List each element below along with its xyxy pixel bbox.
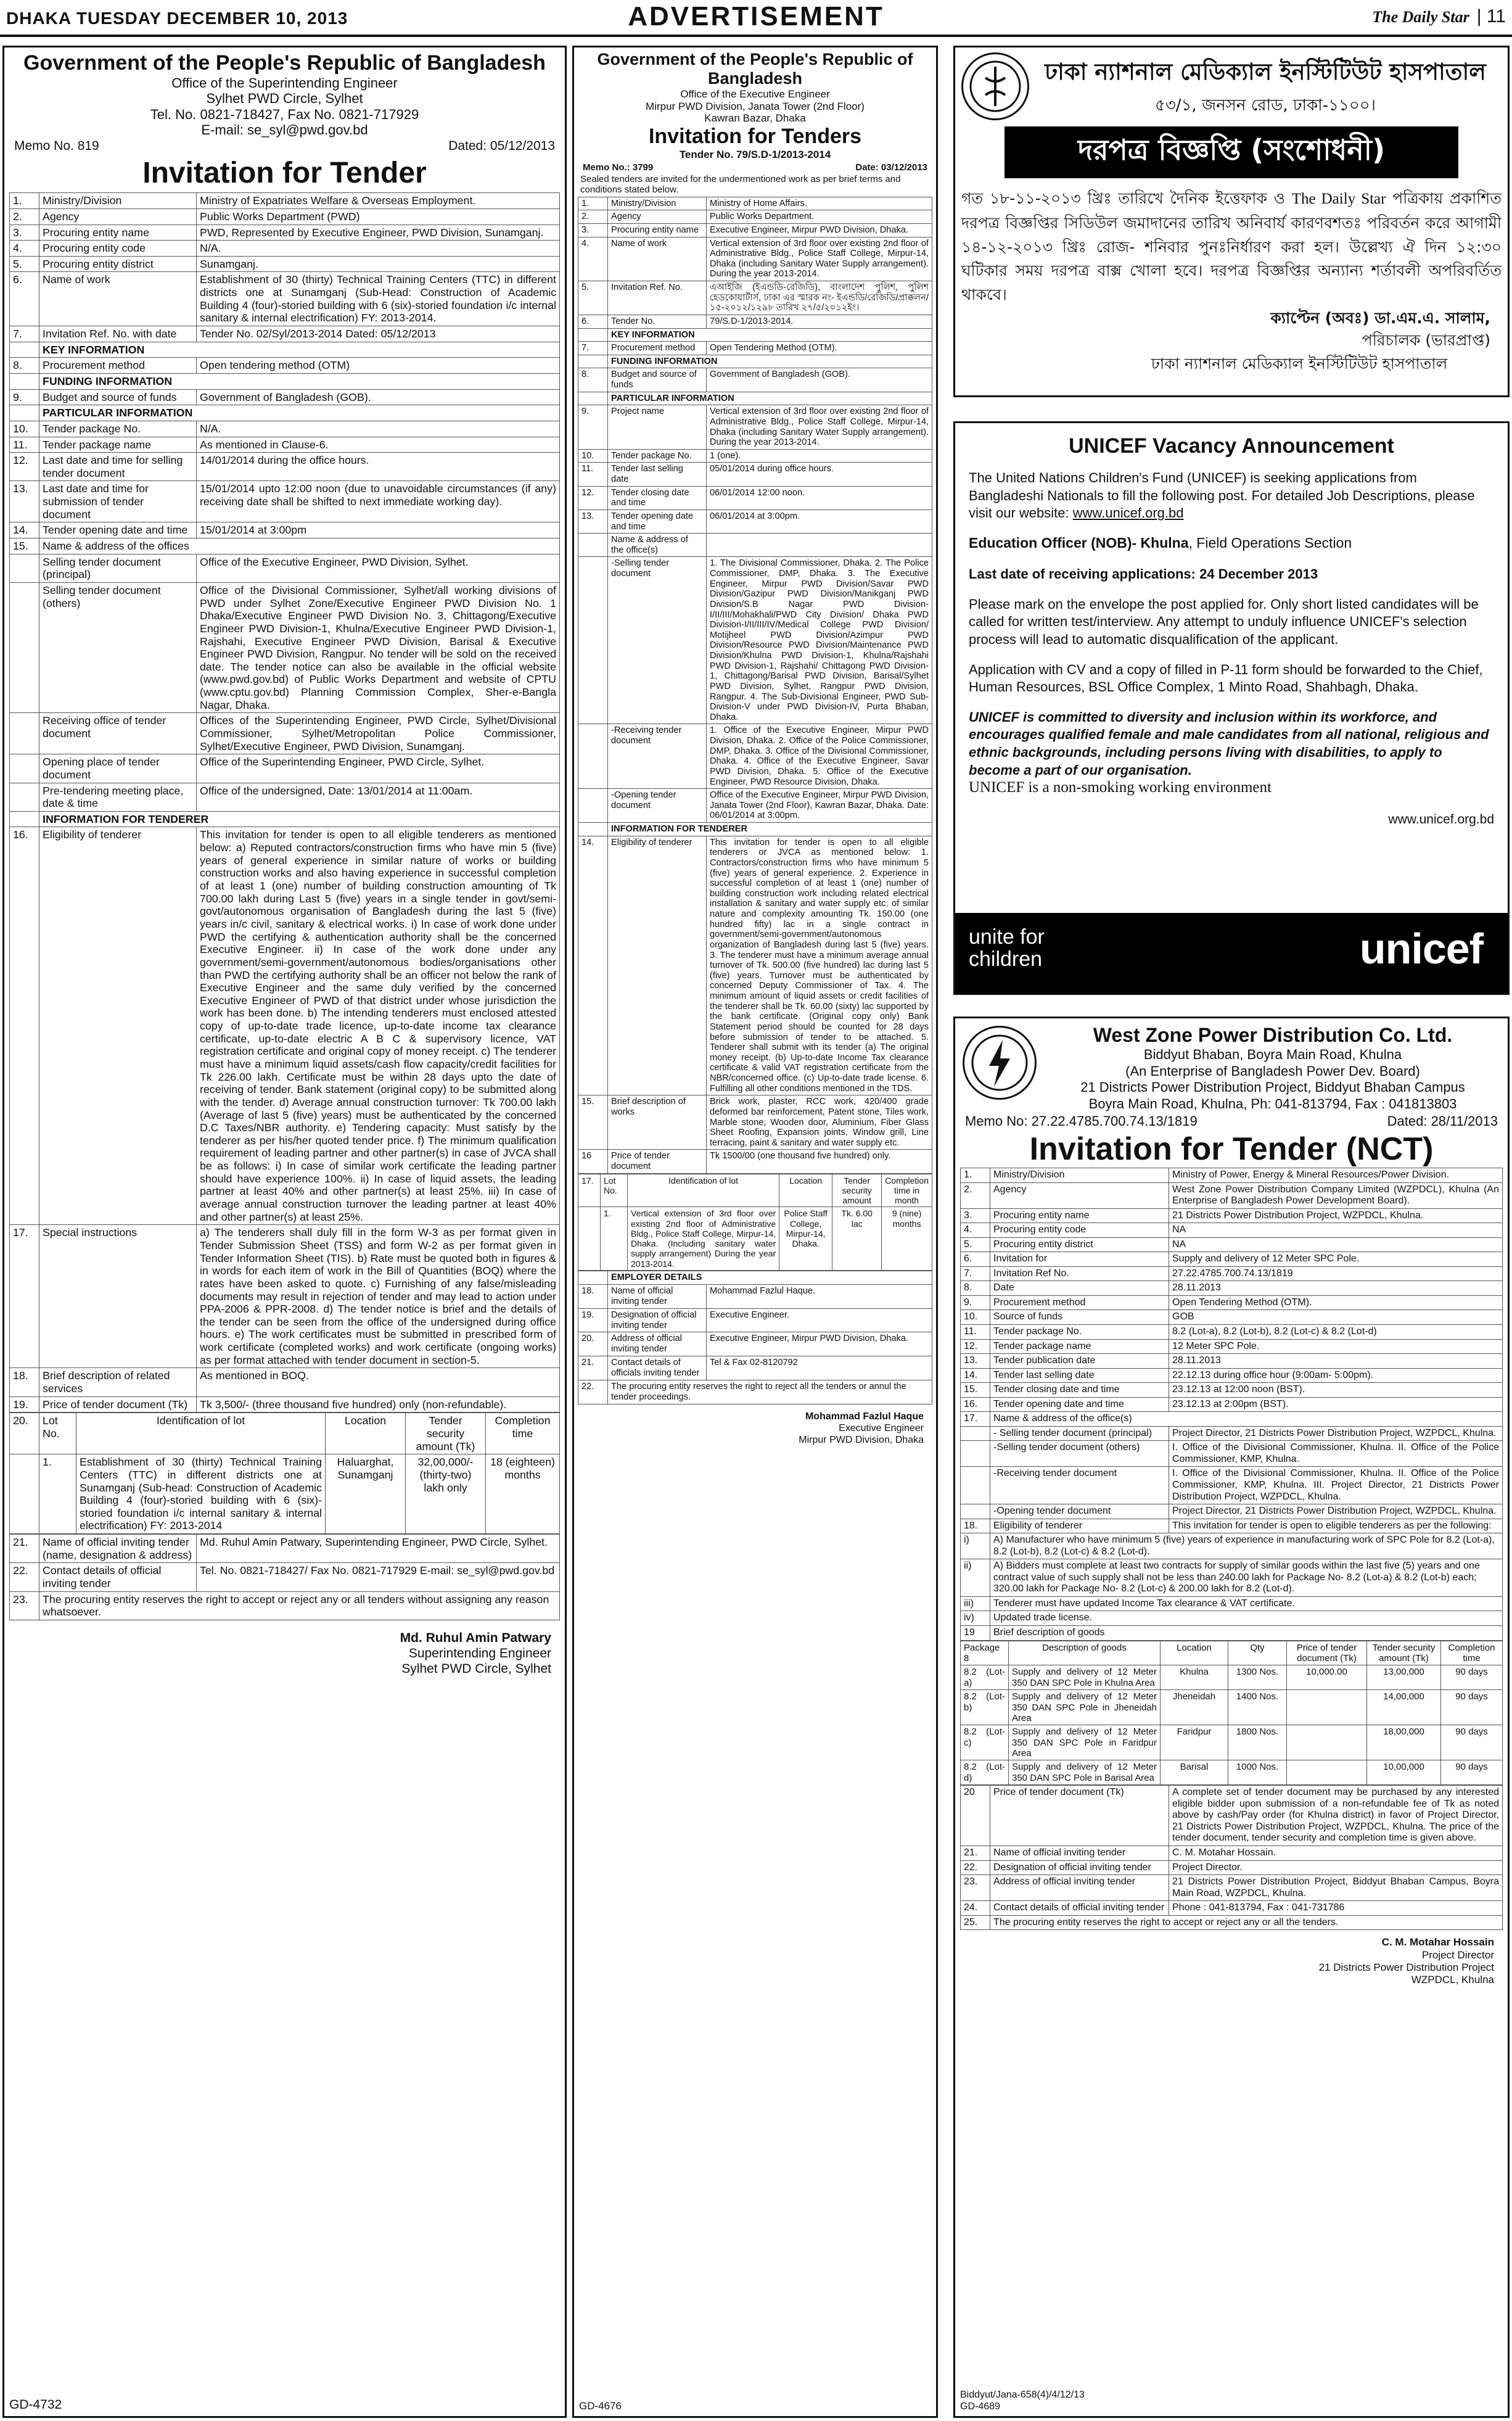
table-row: -Selling tender document (others) I. Office of the Divisional Commissioner, Khulna. II. Office of the Police Commissioner, KMP, Khulna.	[961, 1441, 1503, 1467]
table-row: 24. Contact details of official inviting tender Phone : 041-813794, Fax : 041-731786	[961, 1901, 1503, 1916]
ad1-title: Invitation for Tender	[142, 157, 427, 190]
ad1-gd: GD-4732	[9, 2398, 62, 2412]
table-row: 14. Tender last selling date 22.12.13 during office hour (9:00am- 5:00pm).	[961, 1368, 1503, 1383]
table-row: i) A) Manufacturer who have minimum 5 (five) years of experience in manufacturing work of SPC Pole for 8.2 (Lot-a), 8.2 (Lot-b), 8.2 (Lot-c) & 8.2 (Lot-d).	[961, 1533, 1503, 1559]
table-row: FUNDING INFORMATION	[578, 355, 932, 368]
ad5-title: Invitation for Tender (NCT)	[1029, 1131, 1434, 1167]
table-row: 23. The procuring entity reserves the right to accept or reject any or all tenders without assigning any reason whatsoever.	[10, 1591, 560, 1620]
lot-row: 1. Establishment of 30 (thirty) Technical Training Centers (TTC) in different districts one at Sunamganj (Sub-head: Construction of Academic Building 4 (four)-storied building with 6 (six)-storied foundation i/c internal sanitary & internal electrification) FY: 2013-2014 Haluarghat, Sunamganj 32,00,000/- (thirty-two) lakh only 18 (eighteen) months	[10, 1454, 560, 1534]
table-row: 22. The procuring entity reserves the right to reject all the tenders or annul the tender proceedings.	[578, 1380, 932, 1404]
table-row: 12. Last date and time for selling tender document 14/01/2014 during the office hours.	[10, 453, 560, 481]
table-row: PARTICULAR INFORMATION	[10, 405, 560, 421]
ad1-table2	[9, 1534, 560, 1620]
table-row: 2. Agency Public Works Department.	[578, 210, 932, 224]
table-row: 14. Tender opening date and time 15/01/2014 at 3:00pm	[10, 522, 560, 538]
table-row: 16. Tender opening date and time 23.12.13 at 2:00pm (BST).	[961, 1397, 1503, 1412]
table-row: 19 Brief description of goods	[961, 1626, 1503, 1641]
table-row: -Selling tender document 1. The Divisional Commissioner, Dhaka. 2. The Police Commissioner, DMP, Dhaka. 3. The Executive Engineer, Mirpur PWD Division/Savar PWD Division/Gazipur PWD Division/Manikganj PWD Division/S.B Nagar PWD Division-I/II/III/Mohakhali/PWD City Division/ Dhaka PWD Division-I/II/III/IV/Medical College PWD Division/ Motijheel PWD Division/Azimpur PWD Division/Resource PWD Division/Maintenance PWD Division/Khulna PWD Division-1, Khulna/Rajshahi PWD Division-1, Rajshahi/ Chittagong PWD Division-1, Chittagong/Barisal PWD Division, Barisal/Sylhet PWD Division, Sylhet, Rangpur PWD Division, Rangpur. 4. The Sub-Divisional Engineer, PWD Sub-Division-V under PWD Division-IV, Purta Bhaban, Dhaka.	[578, 557, 932, 724]
ad1-lot-table	[9, 1413, 560, 1534]
ad2-table2	[578, 1271, 932, 1404]
table-row: -Opening tender document Project Director, 21 Districts Power Distribution Project, WZPDCL, Khulna.	[961, 1504, 1503, 1519]
table-row: 15. Brief description of works Brick work, plaster, RCC work, 420/400 grade deformed bar reinforcement, Patent stone, Tiles work, Marble stone, Wooden door, Aluminium, Fiber Glass Sheet Roofing, Expansion joints, Window grill, Line terracing, paint & sanitary and water supply etc.	[578, 1095, 932, 1150]
table-row: 13. Tender publication date 28.11.2013	[961, 1354, 1503, 1369]
table-row: 16. Eligibility of tenderer This invitation for tender is open to all eligible tenderers as mentioned below: a) Reputed contractors/construction firms who have min 5 (five) years of general experience in similar nature of works or building construction works and also having experience in successful completion of at least 1 (one) number of building construction amounting of Tk 700.00 lakh during Last 5 (five) years in a single tender in govt/semi-govt/autonomous organisation of Bangladesh during the last 5 (five) years in/c civil, sanitary & electrical works. i) In case of work done under PWD the certifying & authentication authority shall be the concerned Executive Engineer. ii) In case of the work done under any government/semi-government/autonomous bodies/organisations other than PWD the certifying authority shall be an officer not below the rank of Executive Engineer and the same duly verified by the concerned Executive Engineer of PWD of that district under whose jurisdiction the work has been done. b) The intending tenderers must enclosed attested copy of up-to-date trade licence, up-to-date income tax clearance certificate, up-to-date electric A B C & supervisory licence, VAT registration certificate and original copy of money receipt. c) The tenderer must have a minimum liquid assets/cash flow capacity/credit facilities for Tk 226.00 lakh. Certificate must be within 28 days upto the date of receiving of tender. Bank statement (original copy) to be submitted along with the tender. d) Average annual construction turnover: Tk 700.00 lakh (Average of last 5 (five) years) must be authenticated by the concerned D.C Taxes/NBR authority. e) Tendering capacity: Must satisfy by the tenderer as per his/her quoted tender price. f) The minimum qualification requirement of leading partner and other partner(s) in case of JVCA shall be as follows: i) In case of similar work certificate the leading partner should have experience 100%. ii) In case of liquid assets, the leading partner at least 40% and other partner(s) at least 25%. iii) In case of average annual construction turnover the leading partner at least 40% and other partner(s) at least 25%.	[10, 827, 560, 1225]
page-number: 11	[1486, 6, 1506, 27]
table-row: Selling tender document (principal) Office of the Executive Engineer, PWD Division, Sylhet.	[10, 554, 560, 582]
unicef-title: UNICEF Vacancy Announcement	[1069, 434, 1394, 458]
table-row: 9. Budget and source of funds Government of Bangladesh (GOB).	[10, 389, 560, 405]
ad2-title: Invitation for Tenders	[648, 124, 862, 148]
table-row: 4. Name of work Vertical extension of 3rd floor over existing 2nd floor of Administrative Bldg., Police Staff College, Mirpur-14, Dhaka (including Sanitary Water Supply arrangement). During the year 2013-2014.	[578, 237, 932, 281]
table-row: 11. Tender package name As mentioned in Clause-6.	[10, 437, 560, 453]
table-row: INFORMATION FOR TENDERER	[578, 823, 932, 836]
table-row: 7. Procurement method Open Tendering Method (OTM).	[578, 342, 932, 355]
goods-row: 8.2 (Lot-d) Supply and delivery of 12 Meter 350 DAN SPC Pole in Barisal Area Barisal 1000 Nos. 10,00,000 90 days	[961, 1760, 1503, 1785]
ad2-lot-table: 17. Lot No. Identification of lot Location Tender security amount Completion time in month 1. Vertical extension of 3rd floor over existing 2nd floor of Administrative Bldg., Police Staff College, Mirpur-14, Dhaka. (Including sanitary water supply arrangement) During the year 2013-2014. Police Staff College, Mirpur-14, Dhaka. Tk. 6.00 lac 9 (nine) months	[578, 1174, 932, 1271]
wzpdcl-logo-icon	[963, 1026, 1037, 1100]
table-row: 4. Procuring entity code N/A.	[10, 241, 560, 257]
table-row: 3. Procuring entity name PWD, Represented by Executive Engineer, PWD Division, Sunamganj.	[10, 225, 560, 241]
ad1-table	[9, 192, 560, 1413]
ad1-signature: Md. Ruhul Amin Patwary Superintending Engineer Sylhet PWD Circle, Sylhet	[400, 1630, 551, 1677]
table-row: 19. Designation of official inviting tender Executive Engineer.	[578, 1308, 932, 1332]
table-row: -Receiving tender document 1. Office of the Executive Engineer, Mirpur PWD Division, Dhaka. 2. Office of the Police Commissioner, DMP, Dhaka. 3. Office of the Divisional Commissioner, Dhaka. 4. Office of the Executive Engineer, Savar PWD Division, Dhaka. 5. Office of the Executive Engineer, PWD Resource Division, Dhaka.	[578, 724, 932, 789]
table-row: iv) Updated trade license.	[961, 1611, 1503, 1626]
table-row: ii) A) Bidders must complete at least two contracts for supply of similar goods within the last five (5) years and one contract value of such supply shall not be less than 240.00 lakh for Package No- 8.2 (Lot-a) & 8.2 (Lot-b) each; 320.00 lakh for Package No- 8.2 (Lot-c) & 200.00 lakh for 8.2 (Lot-d).	[961, 1559, 1503, 1597]
ad-wzpdcl: West Zone Power Distribution Co. Ltd. Biddyut Bhaban, Boyra Main Road, Khulna (An Enterprise of Bangladesh Power Dev. Board) 21 Districts Power Distribution Project, Biddyut Bhaban Campus Boyra Main Road, Khulna, Ph: 041-813794, Fax : 041813803 Memo No: 27.22.4785.700.74.13/1819 Dated: 28/11/2013 Invitation for Tender (NCT) 1. Ministry/Division Ministry of Power, Energy & Mineral Resources/Power Division. 2. Agency West Zone Power Distribution Company Limited (WZPDCL), Khulna (An Enterprise of Bangladesh Power Development Board). 3. Procuring entity name 21 Districts Power Distribution Project, WZPDCL, Khulna. 4. Procuring entity code NA 5. Procuring entity district NA 6. Invitation for Supply and delivery of 12 Meter SPC Pole. 7. Invitation Ref No. 27.22.4785.700.74.13/1819 8. Date 28.11.2013 9. Procurement method Open Tendering Method (OTM). 10. Source of funds GOB 11. Tender package No. 8.2 (Lot-a), 8.2 (Lot-b), 8.2 (Lot-c) & 8.2 (Lot-d) 12. Tender package name 12 Meter SPC Pole. 13. Tender publication date 28.11.2013 14. Tender last selling date 22.12.13 during office hour (9:00am- 5:00pm). 15. Tender closing date and time 23.12.13 at 12:00 noon (BST). 16. Tender opening date and time 23.12.13 at 2:00pm (BST). 17. Name & address of the office(s) - Selling tender document (principal) Project Director, 21 Districts Power Distribution Project, WZPDCL, Khulna. -Selling tender document (others) I. Office of the Divisional Commissioner, Khulna. II. Office of the Police Commissioner, KMP, Khulna. -Receiving tender document I. Office of the Divisional Commissioner, Khulna. II. Office of the Police Commissioner, KMP, Khulna. III. Project Director, 21 Districts Power Distribution Project, WZPDCL, Khulna. -Opening tender document Project Director, 21 Districts Power Distribution Project, WZPDCL, Khulna. 18. Eligibility of tenderer This invitation for tender is open to eligible tenderers as per the following: i) A) Manufacturer who have minimum 5 (five) years of experience in manufacturing work of SPC Pole for 8.2 (Lot-a), 8.2 (Lot-b), 8.2 (Lot-c) & 8.2 (Lot-d). ii) A) Bidders must complete at least two contracts for supply of similar goods within the last five (5) years and one contract value of such supply shall not be less than 240.00 lakh for Package No- 8.2 (Lot-a) & 8.2 (Lot-b) each; 320.00 lakh for Package No- 8.2 (Lot-c) & 200.00 lakh for 8.2 (Lot-d). iii) Tenderer must have updated Income Tax clearance & VAT certificate. iv) Updated trade license. 19 Brief description of goods Package 8 Description of goods Location Qty Price of tender document (Tk) Tender security amount (Tk) Completion time 8.2 (Lot-a) Supply and delivery of 12 Meter 350 DAN SPC Pole in Khulna Area Khulna 1300 Nos. 10,000.00 13,00,000 90 days 8.2 (Lot-b) Supply and delivery of 12 Meter 350 DAN SPC Pole in Jheneidah Area Jheneidah 1400 Nos. 14,00,000 90 days 8.2 (Lot-c) Supply and delivery of 12 Meter 350 DAN SPC Pole in Faridpur Area Faridpur 1800 Nos. 18,00,000 90 days 8.2 (Lot-d) Supply and delivery of 12 Meter 350 DAN SPC Pole in Barisal Area Barisal 1000 Nos. 10,00,000 90 days 20 Price of tender document (Tk) A complete set of tender document may be purchased by any interested eligible bidder upon submission of a non-refundable fee of Tk as noted above by cash/Pay order (for Khulna district) in favor of Project Director, 21 Districts Power Distribution Project, WZPDCL, Khulna. The price of the tender document, tender security and completion time is given above. 21. Name of official inviting tender C. M. Motahar Hossain. 22. Designation of official inviting tender Project Director. 23. Address of official inviting tender 21 Districts Power Distribution Project, Biddyut Bhaban Campus, Boyra Main Road, WZPDCL, Khulna. 24. Contact details of official inviting tender Phone : 041-813794, Fax : 041-731786 25. The procuring entity reserves the right to accept or reject any or all the tenders. C. M. Motahar Hossain Project Director 21 Districts Power Distribution Project WZPDCL, Khulna Biddyut/Jana-658(4)/4/12/13 GD-4689	[953, 1017, 1510, 2418]
table-row: 12. Tender closing date and time 06/01/2014 12:00 noon.	[578, 486, 932, 509]
hospital-logo-icon	[961, 52, 1029, 120]
table-row: 1. Ministry/Division Ministry of Power, Energy & Mineral Resources/Power Division.	[961, 1168, 1503, 1182]
table-row: 20. Address of official inviting tender Executive Engineer, Mirpur PWD Division, Dhaka.	[578, 1332, 932, 1356]
table-row: 5. Procuring entity district Sunamganj.	[10, 256, 560, 272]
table-row: 5. Procuring entity district NA	[961, 1237, 1503, 1252]
table-row: 15. Tender closing date and time 23.12.13 at 12:00 noon (BST).	[961, 1383, 1503, 1398]
table-row: 4. Procuring entity code NA	[961, 1223, 1503, 1238]
table-row: 3. Procuring entity name 21 Districts Power Distribution Project, WZPDCL, Khulna.	[961, 1208, 1503, 1223]
table-row: PARTICULAR INFORMATION	[578, 392, 932, 405]
table-row: Pre-tendering meeting place, date & time Office of the undersigned, Date: 13/01/2014 at 11:00am.	[10, 783, 560, 811]
table-row: 6. Name of work Establishment of 30 (thirty) Technical Training Centers (TTC) in different districts one at Sunamganj (Sub-Head: Construction of Academic Building 4 (four)-storied building with 6 (six)-storied foundation i/c internal sanitary & internal electrification) FY: 2013-2014.	[10, 272, 560, 326]
table-row: 7. Invitation Ref. No. with date Tender No. 02/Syl/2013-2014 Dated: 05/12/2013	[10, 326, 560, 342]
masthead: DHAKA TUESDAY DECEMBER 10, 2013 ADVERTISEMENT The Daily Star | 11	[0, 0, 1512, 37]
table-row: 9. Project name Vertical extension of 3rd floor over existing 2nd floor of Administrative Bldg., Police Staff College, Mirpur-14, Dhaka (including Sanitary Water Supply arrangement). During the year 2013-2014.	[578, 405, 932, 450]
table-row: 11. Tender package No. 8.2 (Lot-a), 8.2 (Lot-b), 8.2 (Lot-c) & 8.2 (Lot-d)	[961, 1324, 1503, 1339]
table-row: FUNDING INFORMATION	[10, 373, 560, 389]
table-row: Name & address of the office(s)	[578, 534, 932, 557]
dateline: DHAKA TUESDAY DECEMBER 10, 2013	[6, 9, 348, 28]
ad5-table	[960, 1168, 1503, 1641]
table-row: 21. Contact details of officials inviting tender Tel & Fax 02-8120792	[578, 1356, 932, 1380]
table-row: 8. Date 28.11.2013	[961, 1281, 1503, 1296]
table-row: 6. Invitation for Supply and delivery of 12 Meter SPC Pole.	[961, 1252, 1503, 1267]
ad5-goods-table: Package 8 Description of goods Location Qty Price of tender document (Tk) Tender security amount (Tk) Completion time 8.2 (Lot-a) Supply and delivery of 12 Meter 350 DAN SPC Pole in Khulna Area Khulna 1300 Nos. 10,000.00 13,00,000 90 days 8.2 (Lot-b) Supply and delivery of 12 Meter 350 DAN SPC Pole in Jheneidah Area Jheneidah 1400 Nos. 14,00,000 90 days 8.2 (Lot-c) Supply and delivery of 12 Meter 350 DAN SPC Pole in Faridpur Area Faridpur 1800 Nos. 18,00,000 90 days 8.2 (Lot-d) Supply and delivery of 12 Meter 350 DAN SPC Pole in Barisal Area Barisal 1000 Nos. 10,00,000 90 days	[960, 1641, 1503, 1786]
table-row: 11. Tender last selling date 05/01/2014 during office hours.	[578, 463, 932, 486]
table-row: 21. Name of official inviting tender (name, designation & address) Md. Ruhul Amin Patwary, Superintending Engineer, PWD Circle, Sylhet.	[10, 1535, 560, 1563]
table-row: KEY INFORMATION	[10, 342, 560, 358]
goods-row: 8.2 (Lot-a) Supply and delivery of 12 Meter 350 DAN SPC Pole in Khulna Area Khulna 1300 Nos. 10,000.00 13,00,000 90 days	[961, 1665, 1503, 1690]
table-row: 3. Procuring entity name Executive Engineer, Mirpur PWD Division, Dhaka.	[578, 223, 932, 237]
table-row: 1. Ministry/Division Ministry of Expatriates Welfare & Overseas Employment.	[10, 193, 560, 209]
table-row: 10. Tender package No. 1 (one).	[578, 449, 932, 463]
table-row: 5. Invitation Ref. No. এআইজি (ইএন্ডডি-রেজিডি), বাংলাদেশ পুলিশ, পুলিশ হেডকোয়ার্টার্স, ঢাকা এর স্মারক নং- ইএন্ডডি/রেজিডি/প্রাক্কলন/১৫-২০১২/১২৯৮ তারিখ ২৭/৫/২০১২ইং।	[578, 281, 932, 315]
table-row: 14. Eligibility of tenderer This invitation for tender is open to all eligible tenderers or JVCA as mentioned below: 1. Contractors/construction firms who have minimum 5 (five) years of general experience. 2. Experience in successful completion of at least 1 (one) number of building construction work including related electrical installation & sanitary and water supply etc. of similar nature and complexity amounting Tk. 150.00 (one hundred fifty) lac in a single contract in government/semi-government/autonomous organization of Bangladesh during last 5 (five) years. 3. The tenderer must have a minimum average annual turnover of Tk. 500.00 (five hundred) lac during last 5 (five) years. Turnover must be authenticated by concerned Deputy Commissioner of Tax. 4. The minimum amount of liquid assets or credit facilities of the tenderer shall be Tk. 60.00 (sixty) lac supported by the bank certificate. (Original copy only) Bank Statement period should be counted for 28 days before submission of tender to be attached. 5. Tenderer shall submit with its tender (a) The original money receipt. (b) Up-to-date Income Tax clearance certificate & valid VAT registration certificate from the NBR/concerned office. (c) Up-to-date trade license. 6. Fulfilling all other conditions mentioned in the TDS.	[578, 836, 932, 1095]
table-row: 20 Price of tender document (Tk) A complete set of tender document may be purchased by any interested eligible bidder upon submission of a non-refundable fee of Tk as noted above by cash/Pay order (for Khulna district) in favor of Project Director, 21 Districts Power Distribution Project, WZPDCL, Khulna. The price of the tender document, tender security and completion time is given above.	[961, 1786, 1503, 1846]
section-label: ADVERTISEMENT	[614, 1, 897, 31]
table-row: 21. Name of official inviting tender C. M. Motahar Hossain.	[961, 1846, 1503, 1860]
paper-name: The Daily Star	[1372, 8, 1469, 26]
table-row: 18. Name of official inviting tender Mohammad Fazlul Haque.	[578, 1284, 932, 1308]
table-row: 8. Budget and source of funds Government of Bangladesh (GOB).	[578, 368, 932, 392]
table-row: 10. Source of funds GOB	[961, 1310, 1503, 1325]
table-row: 19. Price of tender document (Tk) Tk 3,500/- (three thousand five hundred) only (non-refundable).	[10, 1396, 560, 1413]
table-row: -Receiving tender document I. Office of the Divisional Commissioner, Khulna. II. Office of the Police Commissioner, KMP, Khulna. III. Project Director, 21 Districts Power Distribution Project, WZPDCL, Khulna.	[961, 1467, 1503, 1504]
unicef-logo: unicef	[1359, 925, 1483, 973]
table-row: 25. The procuring entity reserves the right to accept or reject any or all the tenders.	[961, 1915, 1503, 1930]
table-row: iii) Tenderer must have updated Income Tax clearance & VAT certificate.	[961, 1596, 1503, 1611]
ad-pwd-sylhet: Government of the People's Republic of Bangladesh Office of the Superintending Engineer Sylhet PWD Circle, Sylhet Tel. No. 0821-718427, Fax No. 0821-717929 E-mail: se_syl@pwd.gov.bd Memo No. 819 Dated: 05/12/2013 Invitation for Tender 1. Ministry/Division Ministry of Expatriates Welfare & Overseas Employment. 2. Agency Public Works Department (PWD) 3. Procuring entity name PWD, Represented by Executive Engineer, PWD Division, Sunamganj. 4. Procuring entity code N/A. 5. Procuring entity district Sunamganj. 6. Name of work Establishment of 30 (thirty) Technical Training Centers (TTC) in different districts one at Sunamganj (Sub-Head: Construction of Academic Building 4 (four)-storied building with 6 (six)-storied foundation i/c internal sanitary & internal electrification) FY: 2013-2014. 7. Invitation Ref. No. with date Tender No. 02/Syl/2013-2014 Dated: 05/12/2013 KEY INFORMATION 8. Procurement method Open tendering method (OTM) FUNDING INFORMATION 9. Budget and source of funds Government of Bangladesh (GOB). PARTICULAR INFORMATION 10. Tender package No. N/A. 11. Tender package name As mentioned in Clause-6. 12. Last date and time for selling tender document 14/01/2014 during the office hours. 13. Last date and time for submission of tender document 15/01/2014 upto 12:00 noon (due to unavoidable circumstances (if any) receiving date shall be shifted to next immediate working day). 14. Tender opening date and time 15/01/2014 at 3:00pm 15. Name & address of the offices Selling tender document (principal) Office of the Executive Engineer, PWD Division, Sylhet. Selling tender document (others) Office of the Divisional Commissioner, Sylhet/all working divisions of PWD under Sylhet Zone/Executive Engineer PWD Division No. 1 Dhaka/Executive Engineer PWD Division No. 3, Chittagong/Executive Engineer PWD Division-1, Khulna/Executive Engineer PWD Division-1, Rajshahi, Executive Engineer PWD Division, Barisal & Executive Engineer PWD Division, Rangpur. No tender will be sold on the received date. The tender notice can also be available in the official website (www.pwd.gov.bd) of Public Works Department and website of CPTU (www.cptu.gov.bd) Planning Commission Complex, Sher-e-Bangla Nagar, Dhaka. Receiving office of tender document Offices of the Superintending Engineer, PWD Circle, Sylhet/Divisional Commissioner, Sylhet/Metropolitan Police Commissioner, Sylhet/Executive Engineer, PWD Division, Sunamganj. Opening place of tender document Office of the Superintending Engineer, PWD Circle, Sylhet. Pre-tendering meeting place, date & time Office of the undersigned, Date: 13/01/2014 at 11:00am. INFORMATION FOR TENDERER 16. Eligibility of tenderer This invitation for tender is open to all eligible tenderers as mentioned below: a) Reputed contractors/construction firms who have min 5 (five) years of general experience in similar nature of works or building construction works and also having experience in successful completion of at least 1 (one) number of building construction amounting of Tk 700.00 lakh during Last 5 (five) years in a single tender in govt/semi-govt/autonomous organisation of Bangladesh during the last 5 (five) years in/c civil, sanitary & electrical works. i) In case of work done under PWD the certifying & authentication authority shall be the concerned Executive Engineer. ii) In case of the work done under any government/semi-government/autonomous bodies/organisations other than PWD the certifying authority shall be an officer not below the rank of Executive Engineer and the same duly verified by the concerned Executive Engineer of PWD of that district under whose jurisdiction the work has been done. b) The intending tenderers must enclosed attested copy of up-to-date trade licence, up-to-date income tax clearance certificate, up-to-date electric A B C & supervisory licence, VAT registration certificate and original copy of money receipt. c) The tenderer must have a minimum liquid assets/cash flow capacity/credit facilities for Tk 226.00 lakh. Certificate must be within 28 days upto the date of receiving of tender. Bank statement (original copy) to be submitted along with the tender. d) Average annual construction turnover: Tk 700.00 lakh (Average of last 5 (five) years) must be authenticated by the concerned D.C Taxes/NBR authority. e) Tendering capacity: Must satisfy by the tenderer as per his/her quoted tender price. f) The minimum qualification requirement of leading partner and other partner(s) in case of JVCA shall be as follows: i) In case of similar work certificate the leading partner should have experience 100%. ii) In case of liquid assets, the leading partner at least 40% and other partner(s) at least 25%. iii) In case of average annual construction turnover the leading partner at least 40% and other partner(s) at least 25%. 17. Special instructions a) The tenderers shall duly fill in the form W-3 as per format given in Tender Submission Sheet (TSS) and form W-2 as per format given in Tender Information Sheet (TIS). b) Rate must be quoted both in figures & in words for each item of work in the Bill of Quantities (BOQ) where the rates have been asked to quote. c) Furnishing of any false/misleading documents may result in rejection of tender and may lead to action under PPA-2006 & PPR-2008. d) The tender notice is brief and the details of the tender can be seen from the office of the undersigned during office hours. e) The work certificates must be submitted in prescribed form of work certificate (completed works) and work certificate (ongoing works) as per format attached with tender document in section-5. 18. Brief description of related services As mentioned in BOQ. 19. Price of tender document (Tk) Tk 3,500/- (three thousand five hundred) only (non-refundable). 20. Lot No. Identification of lot Location Tender security amount (Tk) Completion time 1. Establishment of 30 (thirty) Technical Training Centers (TTC) in different districts one at Sunamganj (Sub-head: Construction of Academic Building 4 (four)-storied building with 6 (six)-storied foundation i/c internal sanitary & internal electrification) FY: 2013-2014 Haluarghat, Sunamganj 32,00,000/- (thirty-two) lakh only 18 (eighteen) months 21. Name of official inviting tender (name, designation & address) Md. Ruhul Amin Patwary, Superintending Engineer, PWD Circle, Sylhet. 22. Contact details of official inviting tender Tel. No. 0821-718427/ Fax No. 0821-717929 E-mail: se_syl@pwd.gov.bd 23. The procuring entity reserves the right to accept or reject any or all tenders without assigning any reason whatsoever. Md. Ruhul Amin Patwary Superintending Engineer Sylhet PWD Circle, Sylhet GD-4732	[2, 46, 567, 2418]
table-row: 18. Eligibility of tenderer This invitation for tender is open to eligible tenderers as per the following:	[961, 1519, 1503, 1533]
table-row: - Selling tender document (principal) Project Director, 21 Districts Power Distribution Project, WZPDCL, Khulna.	[961, 1426, 1503, 1441]
table-row: Selling tender document (others) Office of the Divisional Commissioner, Sylhet/all working divisions of PWD under Sylhet Zone/Executive Engineer PWD Division No. 1 Dhaka/Executive Engineer PWD Division No. 3, Chittagong/Executive Engineer PWD Division-1, Khulna/Executive Engineer PWD Division-1, Rajshahi, Executive Engineer PWD Division, Barisal & Executive Engineer PWD Division, Rangpur. No tender will be sold on the received date. The tender notice can also be available in the official website (www.pwd.gov.bd) of Public Works Department and website of CPTU (www.cptu.gov.bd) Planning Commission Complex, Sher-e-Bangla Nagar, Dhaka.	[10, 582, 560, 712]
ad5-table2	[960, 1785, 1503, 1930]
table-row: 18. Brief description of related services As mentioned in BOQ.	[10, 1368, 560, 1396]
table-row: 13. Tender opening date and time 06/01/2014 at 3:00pm.	[578, 509, 932, 533]
table-row: KEY INFORMATION	[578, 328, 932, 342]
table-row: 15. Name & address of the offices	[10, 538, 560, 555]
table-row: 7. Invitation Ref No. 27.22.4785.700.74.13/1819	[961, 1266, 1503, 1281]
goods-row: 8.2 (Lot-c) Supply and delivery of 12 Meter 350 DAN SPC Pole in Faridpur Area Faridpur 1800 Nos. 18,00,000 90 days	[961, 1725, 1503, 1760]
unicef-link[interactable]: www.unicef.org.bd	[1072, 505, 1184, 521]
table-row: 6. Tender No. 79/S.D-1/2013-2014.	[578, 315, 932, 328]
table-row: 22. Designation of official inviting tender Project Director.	[961, 1860, 1503, 1875]
table-row: -Opening tender document Office of the Executive Engineer, Mirpur PWD Division, Janata Tower (2nd Floor), Kawran Bazar, Dhaka. Date: 06/01/2014 at 3:00pm.	[578, 789, 932, 823]
ad1-gov: Government of the People's Republic of Bangladesh	[23, 51, 546, 75]
ad5-signature: C. M. Motahar Hossain Project Director 21 Districts Power Distribution Project WZPDCL, Khulna	[1318, 1936, 1494, 1986]
table-row: EMPLOYER DETAILS	[578, 1271, 932, 1284]
table-row: 16 Price of tender document Tk 1500/00 (one thousand five hundred) only.	[578, 1150, 932, 1173]
table-row: 22. Contact details of official inviting tender Tel. No. 0821-718427/ Fax No. 0821-717929 E-mail: se_syl@pwd.gov.bd	[10, 1563, 560, 1591]
goods-row: 8.2 (Lot-b) Supply and delivery of 12 Meter 350 DAN SPC Pole in Jheneidah Area Jheneidah 1400 Nos. 14,00,000 90 days	[961, 1690, 1503, 1725]
table-row: 23. Address of official inviting tender 21 Districts Power Distribution Project, Biddyut Bhaban Campus, Boyra Main Road, WZPDCL, Khulna.	[961, 1875, 1503, 1901]
table-row: 1. Ministry/Division Ministry of Home Affairs.	[578, 197, 932, 210]
table-row: 8. Procurement method Open tendering method (OTM)	[10, 358, 560, 374]
table-row: INFORMATION FOR TENDERER	[10, 811, 560, 827]
table-row: 17. Special instructions a) The tenderers shall duly fill in the form W-3 as per format given in Tender Submission Sheet (TSS) and form W-2 as per format given in Tender Information Sheet (TIS). b) Rate must be quoted both in figures & in words for each item of work in the Bill of Quantities (BOQ) where the rates have been asked to quote. c) Furnishing of any false/misleading documents may result in rejection of tender and may lead to action under PPA-2006 & PPR-2008. d) The tender notice is brief and the details of the tender can be seen from the office of the undersigned during office hours. e) The work certificates must be submitted in prescribed form of work certificate (completed works) and work certificate (ongoing works) as per format attached with tender document in section-5.	[10, 1225, 560, 1368]
wzpdcl-company: West Zone Power Distribution Co. Ltd.	[1093, 1024, 1453, 1046]
ad-unicef: UNICEF Vacancy Announcement The United Nations Children's Fund (UNICEF) is seeking applications from Bangladeshi Nationals to fill the following post. For detailed Job Descriptions, please visit our website: www.unicef.org.bd Education Officer (NOB)- Khulna, Field Operations Section Last date of receiving applications: 24 December 2013 Please mark on the envelope the post applied for. Only short listed candidates will be called for written test/interview. Any attempt to unduly influence UNICEF's selection process will lead to automatic disqualification of the applicant. Application with CV and a copy of filled in P-11 form should be forwarded to the Chief, Human Resources, BSL Office Complex, 1 Minto Road, Shahbagh, Dhaka. UNICEF is committed to diversity and inclusion within its workforce, and encourages qualified female and male candidates from all national, religious and ethnic backgrounds, including persons living with disabilities, to apply to become a part of our organisation. UNICEF is a non-smoking working environment www.unicef.org.bd unite for children unicef	[953, 421, 1510, 995]
table-row: 9. Procurement method Open Tendering Method (OTM).	[961, 1295, 1503, 1310]
ad3-title: দরপত্র বিজ্ঞপ্তি (সংশোধনী)	[1078, 133, 1385, 167]
ad-dnmi-hospital: ঢাকা ন্যাশনাল মেডিক্যাল ইনস্টিটিউট হাসপাতাল ৫৩/১, জনসন রোড, ঢাকা-১১০০। দরপত্র বিজ্ঞপ্তি (সংশোধনী) গত ১৮-১১-২০১৩ খ্রিঃ তারিখে দৈনিক ইত্তেফাক ও The Daily Star পত্রিকায় প্রকাশিত দরপত্র বিজ্ঞপ্তির সিডিউল জমাদানের তারিখ অনিবার্য কারণবশতঃ পরিবর্তন করে আগামী ১৪-১২-২০১৩ খ্রিঃ রোজ- শনিবার পুনঃনির্ধারণ করা হল। উল্লেখ্য ঐ দিন ১২:৩০ ঘটিকার সময় দরপত্র বাক্স খোলা হবে। দরপত্র বিজ্ঞপ্তির অন্যান্য শর্তাবলী অপরিবর্তিত থাকবে। ক্যাপ্টেন (অবঃ) ডা.এম.এ. সালাম, পরিচালক (ভারপ্রাপ্ত) ঢাকা ন্যাশনাল মেডিক্যাল ইনস্টিটিউট হাসপাতাল	[953, 46, 1510, 397]
ad2-signature: Mohammad Fazlul Haque Executive Engineer Mirpur PWD Division, Dhaka	[799, 1411, 924, 1446]
table-row: 12. Tender package name 12 Meter SPC Pole.	[961, 1339, 1503, 1354]
table-row: 2. Agency West Zone Power Distribution Company Limited (WZPDCL), Khulna (An Enterprise of Bangladesh Power Development Board).	[961, 1182, 1503, 1208]
ad-pwd-mirpur: Government of the People's Republic of Bangladesh Office of the Executive Engineer Mirpur PWD Division, Janata Tower (2nd Floor) Kawran Bazar, Dhaka Invitation for Tenders Tender No. 79/S.D-1/2013-2014 Memo No.: 3799 Date: 03/12/2013 Sealed tenders are invited for the undermentioned work as per brief terms and conditions stated below. 1. Ministry/Division Ministry of Home Affairs. 2. Agency Public Works Department. 3. Procuring entity name Executive Engineer, Mirpur PWD Division, Dhaka. 4. Name of work Vertical extension of 3rd floor over existing 2nd floor of Administrative Bldg., Police Staff College, Mirpur-14, Dhaka (including Sanitary Water Supply arrangement). During the year 2013-2014. 5. Invitation Ref. No. এআইজি (ইএন্ডডি-রেজিডি), বাংলাদেশ পুলিশ, পুলিশ হেডকোয়ার্টার্স, ঢাকা এর স্মারক নং- ইএন্ডডি/রেজিডি/প্রাক্কলন/১৫-২০১২/১২৯৮ তারিখ ২৭/৫/২০১২ইং। 6. Tender No. 79/S.D-1/2013-2014. KEY INFORMATION 7. Procurement method Open Tendering Method (OTM). FUNDING INFORMATION 8. Budget and source of funds Government of Bangladesh (GOB). PARTICULAR INFORMATION 9. Project name Vertical extension of 3rd floor over existing 2nd floor of Administrative Bldg., Police Staff College, Mirpur-14, Dhaka (including Sanitary Water Supply arrangement). During the year 2013-2014. 10. Tender package No. 1 (one). 11. Tender last selling date 05/01/2014 during office hours. 12. Tender closing date and time 06/01/2014 12:00 noon. 13. Tender opening date and time 06/01/2014 at 3:00pm. Name & address of the office(s) -Selling tender document 1. The Divisional Commissioner, Dhaka. 2. The Police Commissioner, DMP, Dhaka. 3. The Executive Engineer, Mirpur PWD Division/Savar PWD Division/Gazipur PWD Division/Manikganj PWD Division/S.B Nagar PWD Division-I/II/III/Mohakhali/PWD City Division/ Dhaka PWD Division-I/II/III/IV/Medical College PWD Division/ Motijheel PWD Division/Azimpur PWD Division/Resource PWD Division/Maintenance PWD Division/Khulna PWD Division-1, Khulna/Rajshahi PWD Division-1, Rajshahi/ Chittagong PWD Division-1, Chittagong/Barisal PWD Division, Barisal/Sylhet PWD Division, Sylhet, Rangpur PWD Division, Rangpur. 4. The Sub-Divisional Engineer, PWD Sub-Division-V under PWD Division-IV, Purta Bhaban, Dhaka. -Receiving tender document 1. Office of the Executive Engineer, Mirpur PWD Division, Dhaka. 2. Office of the Police Commissioner, DMP, Dhaka. 3. Office of the Divisional Commissioner, Dhaka. 4. Office of the Executive Engineer, Savar PWD Division, Dhaka. 5. Office of the Executive Engineer, PWD Resource Division, Dhaka. -Opening tender document Office of the Executive Engineer, Mirpur PWD Division, Janata Tower (2nd Floor), Kawran Bazar, Dhaka. Date: 06/01/2014 at 3:00pm. INFORMATION FOR TENDERER 14. Eligibility of tenderer This invitation for tender is open to all eligible tenderers or JVCA as mentioned below: 1. Contractors/construction firms who have minimum 5 (five) years of general experience. 2. Experience in successful completion of at least 1 (one) number of building construction work including related electrical installation & sanitary and water supply etc. of similar nature and complexity amounting Tk. 150.00 (one hundred fifty) lac in a single contract in government/semi-government/autonomous organization of Bangladesh during last 5 (five) years. 3. The tenderer must have a minimum average annual turnover of Tk. 500.00 (five hundred) lac during last 5 (five) years. Turnover must be authenticated by concerned Deputy Commissioner of Tax. 4. The minimum amount of liquid assets or credit facilities of the tenderer shall be Tk. 60.00 (sixty) lac supported by the bank certificate. (Original copy only) Bank Statement period should be counted for 28 days before submission of tender to be attached. 5. Tenderer shall submit with its tender (a) The original money receipt. (b) Up-to-date Income Tax clearance certificate & valid VAT registration certificate from the NBR/concerned office. (c) Up-to-date trade license. 6. Fulfilling all other conditions mentioned in the TDS. 15. Brief description of works Brick work, plaster, RCC work, 420/400 grade deformed bar reinforcement, Patent stone, Tiles work, Marble stone, Wooden door, Aluminium, Fiber Glass Sheet Roofing, Expansion joints, Window grill, Line terracing, paint & sanitary and water supply etc. 16 Price of tender document Tk 1500/00 (one thousand five hundred) only. 17. Lot No. Identification of lot Location Tender security amount Completion time in month 1. Vertical extension of 3rd floor over existing 2nd floor of Administrative Bldg., Police Staff College, Mirpur-14, Dhaka. (Including sanitary water supply arrangement) During the year 2013-2014. Police Staff College, Mirpur-14, Dhaka. Tk. 6.00 lac 9 (nine) months EMPLOYER DETAILS 18. Name of official inviting tender Mohammad Fazlul Haque. 19. Designation of official inviting tender Executive Engineer. 20. Address of official inviting tender Executive Engineer, Mirpur PWD Division, Dhaka. 21. Contact details of officials inviting tender Tel & Fax 02-8120792 22. The procuring entity reserves the right to reject all the tenders or annul the tender proceedings. Mohammad Fazlul Haque Executive Engineer Mirpur PWD Division, Dhaka GD-4676	[572, 46, 938, 2418]
table-row: Receiving office of tender document Offices of the Superintending Engineer, PWD Circle, Sylhet/Divisional Commissioner, Sylhet/Metropolitan Police Commissioner, Sylhet/Executive Engineer, PWD Division, Sunamganj.	[10, 713, 560, 754]
table-row: 13. Last date and time for submission of tender document 15/01/2014 upto 12:00 noon (due to unavoidable circumstances (if any) receiving date shall be shifted to next immediate working day).	[10, 481, 560, 522]
unicef-banner: unite for children unicef	[955, 913, 1508, 993]
table-row: 17. Name & address of the office(s)	[961, 1412, 1503, 1427]
table-row: 10. Tender package No. N/A.	[10, 421, 560, 437]
lot-header: 20. Lot No. Identification of lot Location Tender security amount (Tk) Completion time	[10, 1413, 560, 1454]
table-row: 2. Agency Public Works Department (PWD)	[10, 208, 560, 225]
table-row: Opening place of tender document Office of the Superintending Engineer, PWD Circle, Sylhet.	[10, 754, 560, 783]
ad2-table	[578, 197, 932, 1174]
